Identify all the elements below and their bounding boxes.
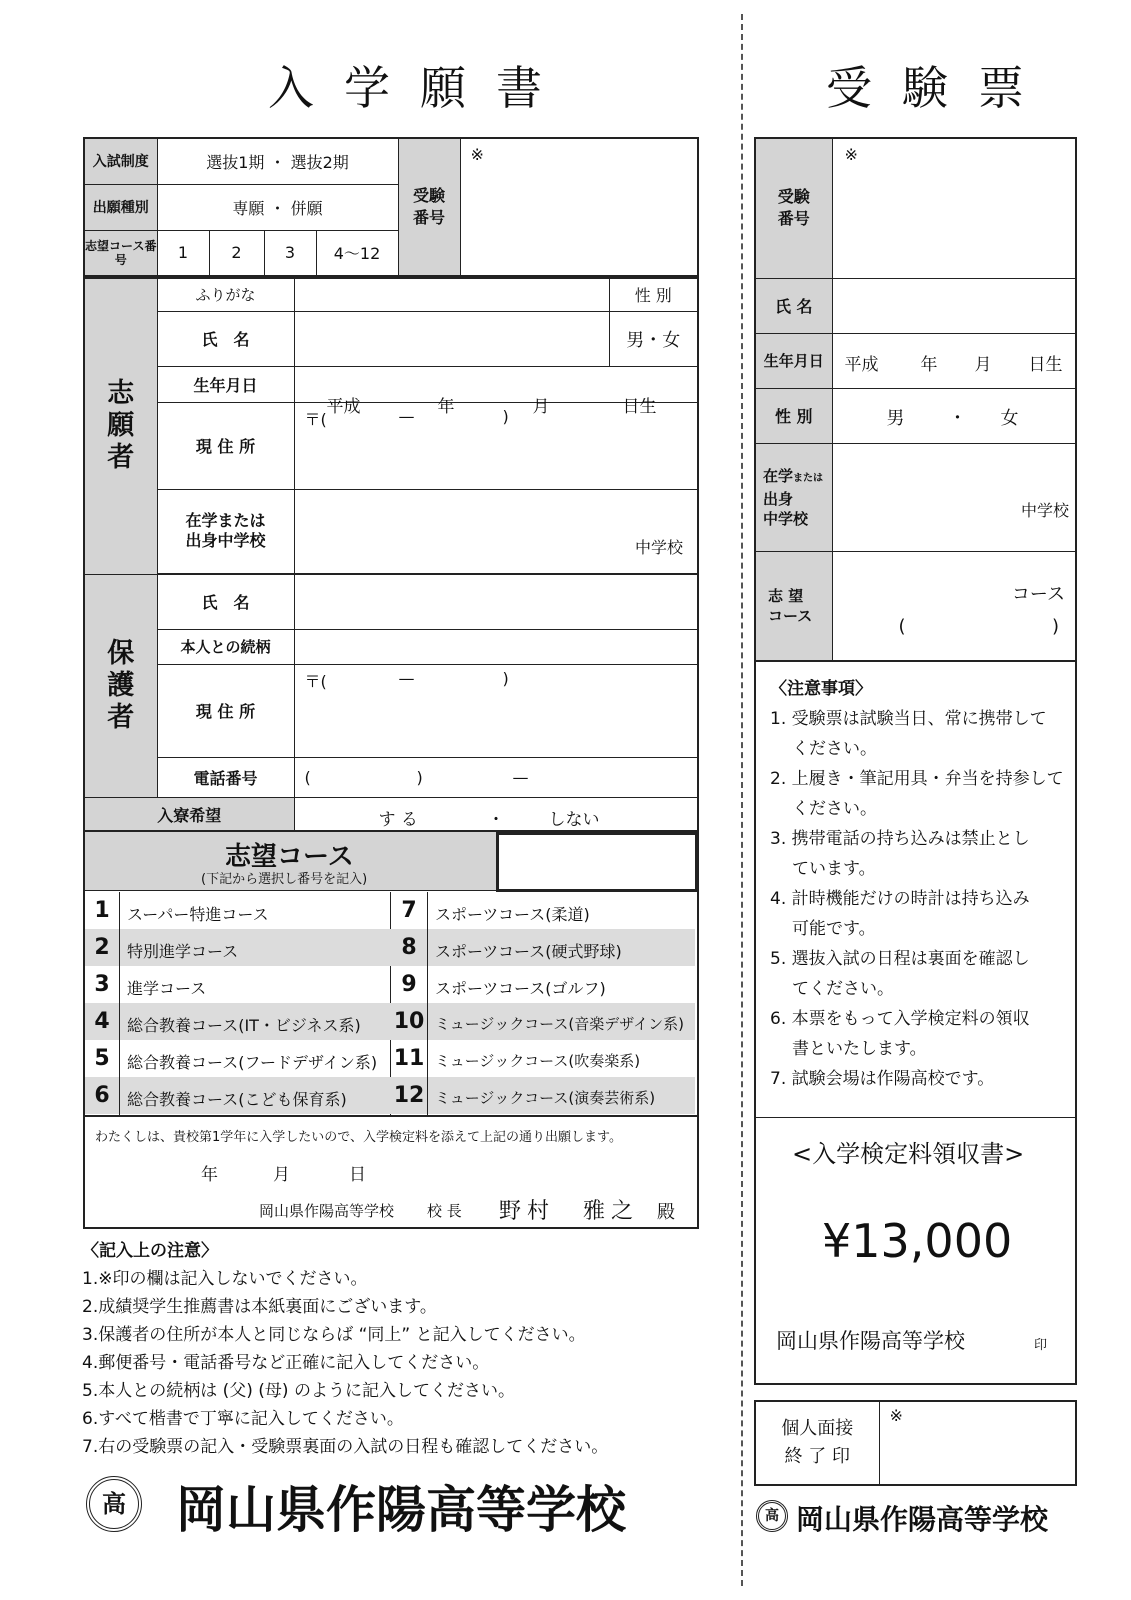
dob-month: 月 [532,397,550,417]
ticket-title: 受験票 [826,61,1054,115]
applicant-school-field[interactable] [294,489,698,573]
ticket-school-field[interactable] [832,443,1076,551]
course-name: ミュージックコース(音楽デザイン系) [435,1015,685,1033]
course-number: 5 [94,1046,110,1071]
exam-number-field [460,138,698,276]
postal-dash: — [398,406,415,426]
course-number-label: 志望コース番号 [84,230,157,276]
course-name: スポーツコース(柔道) [435,905,590,924]
ticket-course-suffix: コース [1011,583,1065,605]
entry-note: 1.※印の欄は記入しないでください。 [82,1269,368,1289]
guardian-address-field[interactable] [294,664,698,757]
dorm-no[interactable]: しない [548,809,600,830]
phone-open: ( [304,768,311,787]
course-number: 3 [94,972,110,997]
dorm-dot: ・ [487,809,505,830]
applicant-name-field[interactable] [294,311,609,366]
course-name: ミュージックコース(演奏芸術系) [435,1089,656,1107]
ticket-notes [770,674,1064,1094]
course-number-3[interactable]: 3 [264,230,316,276]
ticket-note: 1. 受験票は試験当日、常に携帯して [770,709,1047,729]
entry-note: 2.成績奨学生推薦書は本紙裏面にございます。 [82,1297,437,1317]
declaration-school: 岡山県作陽高等学校 [259,1202,395,1220]
ticket-note-cont: ています。 [792,859,876,879]
receipt-school: 岡山県作陽高等学校 [776,1329,965,1353]
course-number: 7 [401,898,417,923]
furigana-label: ふりがな [157,278,294,311]
dob-year: 年 [437,397,455,417]
declaration-year: 年 [201,1165,218,1185]
name-label: 氏 名 [157,311,294,366]
furigana-field[interactable] [294,278,609,311]
ticket-gender-field[interactable] [832,388,1076,443]
phone-label: 電話番号 [157,757,294,797]
ticket-note-cont: ください。 [792,739,877,759]
entry-note: 5.本人との続柄は (父) (母) のように記入してください。 [82,1381,515,1401]
course-title: 志望コース [225,842,354,872]
fee-amount: ¥13,000 [822,1214,1013,1268]
course-name: スーパー特進コース [127,905,269,924]
interview-office-mark: ※ [889,1406,903,1425]
principal-title: 校 長 [427,1202,462,1220]
gender-label: 性 別 [609,278,698,311]
guardian-name-label: 氏 名 [157,574,294,629]
declaration-box [83,1115,699,1229]
ticket-course-field[interactable] [832,551,1076,661]
dob-day: 日生 [622,397,657,417]
course-number: 11 [393,1046,425,1071]
ticket-note: 2. 上履き・筆記用具・弁当を持参して [770,769,1064,789]
course-header [85,832,695,891]
ticket-note-cont: 書といたします。 [792,1039,927,1059]
school-label: 在学または 出身中学校 [157,489,294,573]
dob-era: 平成 [326,397,361,417]
ticket-course-label: 志 望 コース [755,551,832,661]
address-label: 現 住 所 [157,402,294,489]
entry-note: 7.右の受験票の記入・受験票裏面の入試の日程も確認してください。 [82,1437,609,1457]
course-name: 総合教養コース(フードデザイン系) [127,1053,378,1072]
ticket-office-mark: ※ [844,145,858,164]
declaration-text: わたくしは、貴校第1学年に入学したいので、入学検定料を添えて上記の通り出願します。 [95,1130,622,1145]
ticket-exam-number-field [832,138,1076,278]
ticket-dob-year: 年 [920,355,938,375]
perforation-line [741,14,743,1586]
ticket-gender-dot: ・ [948,408,967,429]
dob-label: 生年月日 [157,366,294,402]
receipt-seal-mark: 印 [1034,1338,1048,1353]
course-name: スポーツコース(硬式野球) [435,942,622,961]
gender-options[interactable]: 男・女 [609,311,698,366]
phone-field[interactable] [294,757,698,797]
guardian-name-field[interactable] [294,574,698,629]
ticket-table [754,137,1077,662]
dob-field[interactable] [294,366,698,417]
receipt-title: <入学検定料領収書> [792,1140,1025,1168]
postal-open: 〒( [304,409,327,429]
ticket-note: 5. 選抜入試の日程は裏面を確認し [770,949,1030,969]
course-number: 6 [94,1083,110,1108]
entry-note: 3.保護者の住所が本人と同じならば “同上” と記入してください。 [82,1325,586,1345]
entry-note: 6.すべて楷書で丁寧に記入してください。 [82,1409,404,1429]
interview-stamp-field [879,1401,1076,1485]
guardian-section-label: 保護者 [84,574,157,797]
school-name-footer-small: 岡山県作陽高等学校 [796,1503,1049,1536]
selected-course-box[interactable] [496,832,698,892]
ticket-gender-label: 性 別 [755,388,832,443]
interview-label: 個人面接 終 了 印 [755,1401,879,1485]
ticket-school-label: 在学または 出身 中学校 [755,443,832,551]
ticket-note-cont: ください。 [792,799,877,819]
exam-system-options[interactable]: 選抜1期 ・ 選抜2期 [157,138,398,184]
applicant-address-field[interactable] [294,402,698,489]
logo-char-small: 高 [765,1508,779,1524]
course-number: 2 [94,935,110,960]
ticket-note: 4. 計時機能だけの時計は持ち込み [770,889,1030,909]
ticket-female[interactable]: 女 [1000,408,1019,429]
ticket-note-cont: 可能です。 [792,919,876,939]
office-mark: ※ [470,145,484,164]
course-num-rule [119,892,120,1115]
ticket-note: 6. 本票をもって入学検定料の領収 [770,1009,1030,1029]
application-type-label: 出願種別 [84,184,157,230]
phone-dash: — [512,768,529,787]
declaration-month: 月 [273,1165,290,1185]
course-num-rule [427,892,428,1115]
ticket-lower-box [754,660,1077,1385]
entry-notes [82,1237,608,1461]
ticket-exam-number-label: 受験番号 [755,138,832,278]
course-name: 特別進学コース [127,942,239,961]
course-name: 進学コース [127,979,207,998]
ticket-name-field[interactable] [832,278,1076,333]
ticket-school-suffix: 中学校 [1020,501,1069,520]
course-block [83,830,699,1117]
exam-system-label: 入試制度 [84,138,157,184]
application-type-options[interactable]: 専願 ・ 併願 [157,184,398,230]
course-number-1[interactable]: 1 [157,230,209,276]
principal-honorific: 殿 [657,1202,675,1223]
course-number-4-12[interactable]: 4〜12 [316,230,398,276]
ticket-note: 3. 携帯電話の持ち込みは禁止とし [770,829,1030,849]
ticket-note: 7. 試験会場は作陽高校です。 [770,1069,995,1089]
entry-note: 4.郵便番号・電話番号など正確に記入してください。 [82,1353,490,1373]
course-name: スポーツコース(ゴルフ) [435,979,606,998]
postal-close: ) [502,406,509,426]
guardian-postal-close: ) [502,668,509,688]
school-logo-small [756,1500,788,1532]
course-number: 8 [401,935,417,960]
phone-close: ) [416,768,423,787]
dorm-options[interactable] [294,797,698,832]
relation-field[interactable] [294,629,698,664]
school-logo [86,1476,142,1532]
guardian-postal-open: 〒( [304,671,327,691]
school-suffix: 中学校 [634,538,683,557]
course-number: 10 [393,1009,425,1034]
logo-char: 高 [102,1490,126,1518]
school-name-footer: 岡山県作陽高等学校 [176,1481,626,1539]
course-number: 1 [94,898,110,923]
ticket-course-paren-open: ( [898,615,906,637]
course-number: 4 [94,1009,110,1034]
applicant-table [83,277,699,833]
ticket-course-paren-close: ) [1051,615,1059,637]
ticket-dob-era: 平成 [844,355,879,375]
ticket-note-cont: てください。 [792,979,894,999]
guardian-postal-dash: — [398,668,415,688]
declaration-day: 日 [349,1165,366,1185]
course-number: 9 [401,972,417,997]
ticket-notes-title: 〈注意事項〉 [770,679,872,699]
applicant-section-label: 志願者 [84,278,157,574]
course-name: 総合教養コース(こども保育系) [127,1090,347,1109]
interview-stamp-table [754,1400,1077,1486]
exam-number-label: 受験番号 [398,138,460,276]
course-list [85,892,695,1115]
course-number: 12 [393,1083,425,1108]
application-title: 入学願書 [268,61,572,115]
ticket-dob-field[interactable] [832,333,1076,388]
course-name: 総合教養コース(IT・ビジネス系) [127,1016,361,1035]
receipt-divider [756,1117,1075,1118]
principal-name: 野村 雅之 [499,1199,640,1224]
dorm-yes[interactable]: す る [378,809,418,830]
course-name: ミュージックコース(吹奏楽系) [435,1052,641,1070]
entry-notes-title: 〈記入上の注意〉 [82,1241,218,1261]
ticket-dob-day: 日生 [1028,355,1063,375]
ticket-dob-month: 月 [974,355,992,375]
course-subtitle: (下記から選択し番号を記入) [201,872,368,887]
dorm-label: 入寮希望 [84,797,294,832]
ticket-male[interactable]: 男 [886,408,905,429]
ticket-dob-label: 生年月日 [755,333,832,388]
relation-label: 本人との続柄 [157,629,294,664]
guardian-address-label: 現 住 所 [157,664,294,757]
ticket-name-label: 氏 名 [755,278,832,333]
course-number-2[interactable]: 2 [209,230,264,276]
exam-info-table [83,137,699,277]
